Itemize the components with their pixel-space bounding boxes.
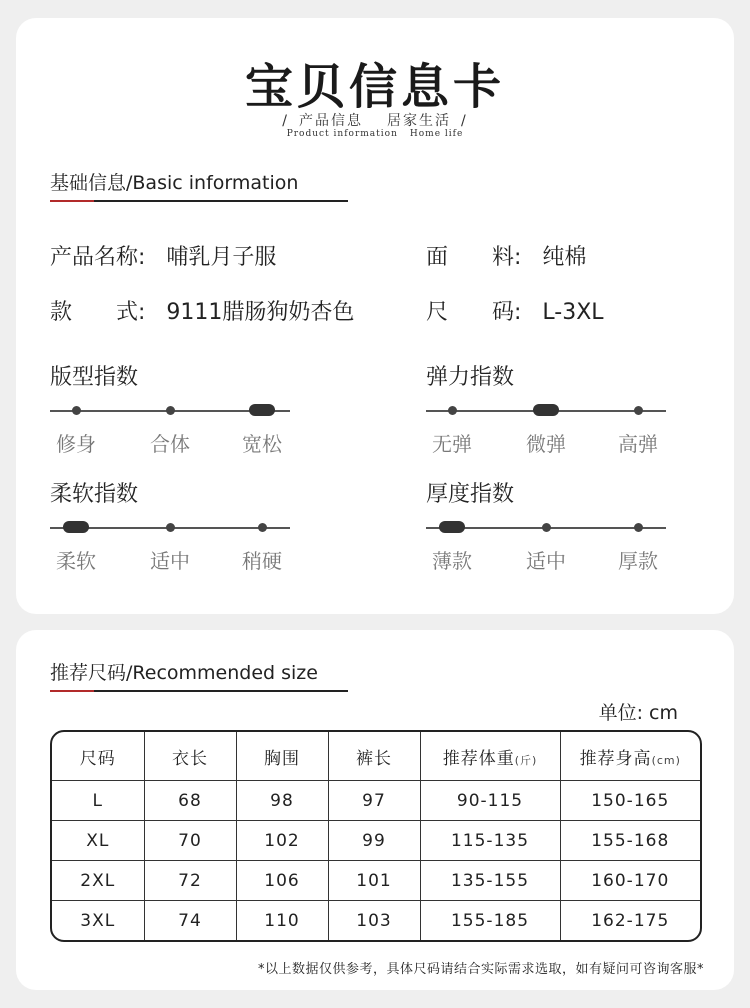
disclaimer-note: *以上数据仅供参考，具体尺码请结合实际需求选取，如有疑问可咨询客服* <box>257 962 704 977</box>
table-cell: 3XL <box>52 901 144 940</box>
index-option-label: 无弹 <box>432 432 472 456</box>
index-dot <box>166 523 175 532</box>
size-row <box>426 295 604 326</box>
table-cell: 98 <box>236 781 328 821</box>
index-title: 版型指数 <box>50 365 139 390</box>
table-cell: 97 <box>328 781 420 821</box>
fabric-value: 纯棉 <box>542 245 587 270</box>
subtitle-en-right: Home life <box>409 129 464 139</box>
index-title: 弹力指数 <box>426 365 515 390</box>
table-cell: 2XL <box>52 861 144 901</box>
table-cell: 115-135 <box>420 821 560 861</box>
table-cell: 70 <box>144 821 236 861</box>
table-row <box>52 821 700 861</box>
table-cell: 74 <box>144 901 236 940</box>
index-selected-marker <box>249 404 275 416</box>
index-option-label: 微弹 <box>526 432 566 456</box>
index-dot <box>258 523 267 532</box>
table-cell: 160-170 <box>560 861 700 901</box>
table-row <box>52 781 700 821</box>
subtitle-cn-right: 居家生活 <box>387 113 451 129</box>
index-option-label: 适中 <box>150 549 190 573</box>
table-cell: 103 <box>328 901 420 940</box>
index-dot <box>448 406 457 415</box>
table-cell: 150-165 <box>560 781 700 821</box>
product-name-value: 哺乳月子服 <box>166 245 277 270</box>
index-option-label: 适中 <box>526 549 566 573</box>
index-title: 厚度指数 <box>426 482 515 507</box>
index-selected-marker <box>533 404 559 416</box>
fabric-row <box>426 240 586 271</box>
table-cell: 106 <box>236 861 328 901</box>
header-height: 推荐身高(cm) <box>560 732 700 781</box>
table-cell: 99 <box>328 821 420 861</box>
recommended-size-heading: 推荐尺码/Recommended size <box>50 658 348 692</box>
size-label: 尺 码: <box>426 300 522 325</box>
fabric-label: 面 料: <box>426 245 522 270</box>
subtitle-en <box>16 129 734 139</box>
index-option-label: 宽松 <box>242 432 282 456</box>
product-name-row <box>50 240 276 271</box>
header-length: 衣长 <box>144 732 236 781</box>
index-dot <box>542 523 551 532</box>
style-value: 9111腊肠狗奶杏色 <box>166 300 355 325</box>
index-option-label: 合体 <box>150 432 190 456</box>
table-cell: 101 <box>328 861 420 901</box>
header-bust: 胸围 <box>236 732 328 781</box>
style-row <box>50 295 354 326</box>
table-cell: L <box>52 781 144 821</box>
heading-accent-line <box>50 200 94 202</box>
basic-info-heading: 基础信息/Basic information <box>50 168 348 202</box>
size-card <box>16 630 734 990</box>
table-cell: 135-155 <box>420 861 560 901</box>
table-cell: 68 <box>144 781 236 821</box>
table-row <box>52 901 700 940</box>
page-title: 宝贝信息卡 <box>244 59 505 115</box>
table-cell: 72 <box>144 861 236 901</box>
index-option-label: 薄款 <box>432 549 472 573</box>
table-cell: 155-168 <box>560 821 700 861</box>
table-row <box>52 861 700 901</box>
unit-label: 单位: cm <box>598 702 678 724</box>
style-label: 款 式: <box>50 300 146 325</box>
heading-accent-line <box>50 690 94 692</box>
table-cell: 155-185 <box>420 901 560 940</box>
header-size: 尺码 <box>52 732 144 781</box>
header-pants-length: 裤长 <box>328 732 420 781</box>
table-cell: 162-175 <box>591 910 670 931</box>
index-dot <box>634 523 643 532</box>
header-weight: 推荐体重(斤) <box>420 732 560 781</box>
index-option-label: 修身 <box>56 432 96 456</box>
table-cell: XL <box>52 821 144 861</box>
index-dot <box>72 406 81 415</box>
table-header-row <box>52 732 700 781</box>
product-name-label: 产品名称: <box>50 245 146 270</box>
index-selected-marker <box>63 521 89 533</box>
index-dot <box>166 406 175 415</box>
subtitle-cn-left: 产品信息 <box>299 113 363 129</box>
size-table <box>50 730 702 942</box>
index-dot <box>634 406 643 415</box>
index-selected-marker <box>439 521 465 533</box>
table-cell: 110 <box>236 901 328 940</box>
table-cell: 90-115 <box>420 781 560 821</box>
index-option-label: 稍硬 <box>242 549 282 573</box>
index-option-label: 厚款 <box>618 549 658 573</box>
subtitle-en-left: Product information <box>286 129 398 139</box>
subtitle-cn: / 产品信息 居家生活 / <box>16 110 734 130</box>
index-title: 柔软指数 <box>50 482 139 507</box>
product-info-card <box>16 18 734 614</box>
index-option-label: 高弹 <box>618 432 658 456</box>
index-option-label: 柔软 <box>56 549 96 573</box>
size-value: L-3XL <box>542 300 604 325</box>
table-cell: 102 <box>236 821 328 861</box>
